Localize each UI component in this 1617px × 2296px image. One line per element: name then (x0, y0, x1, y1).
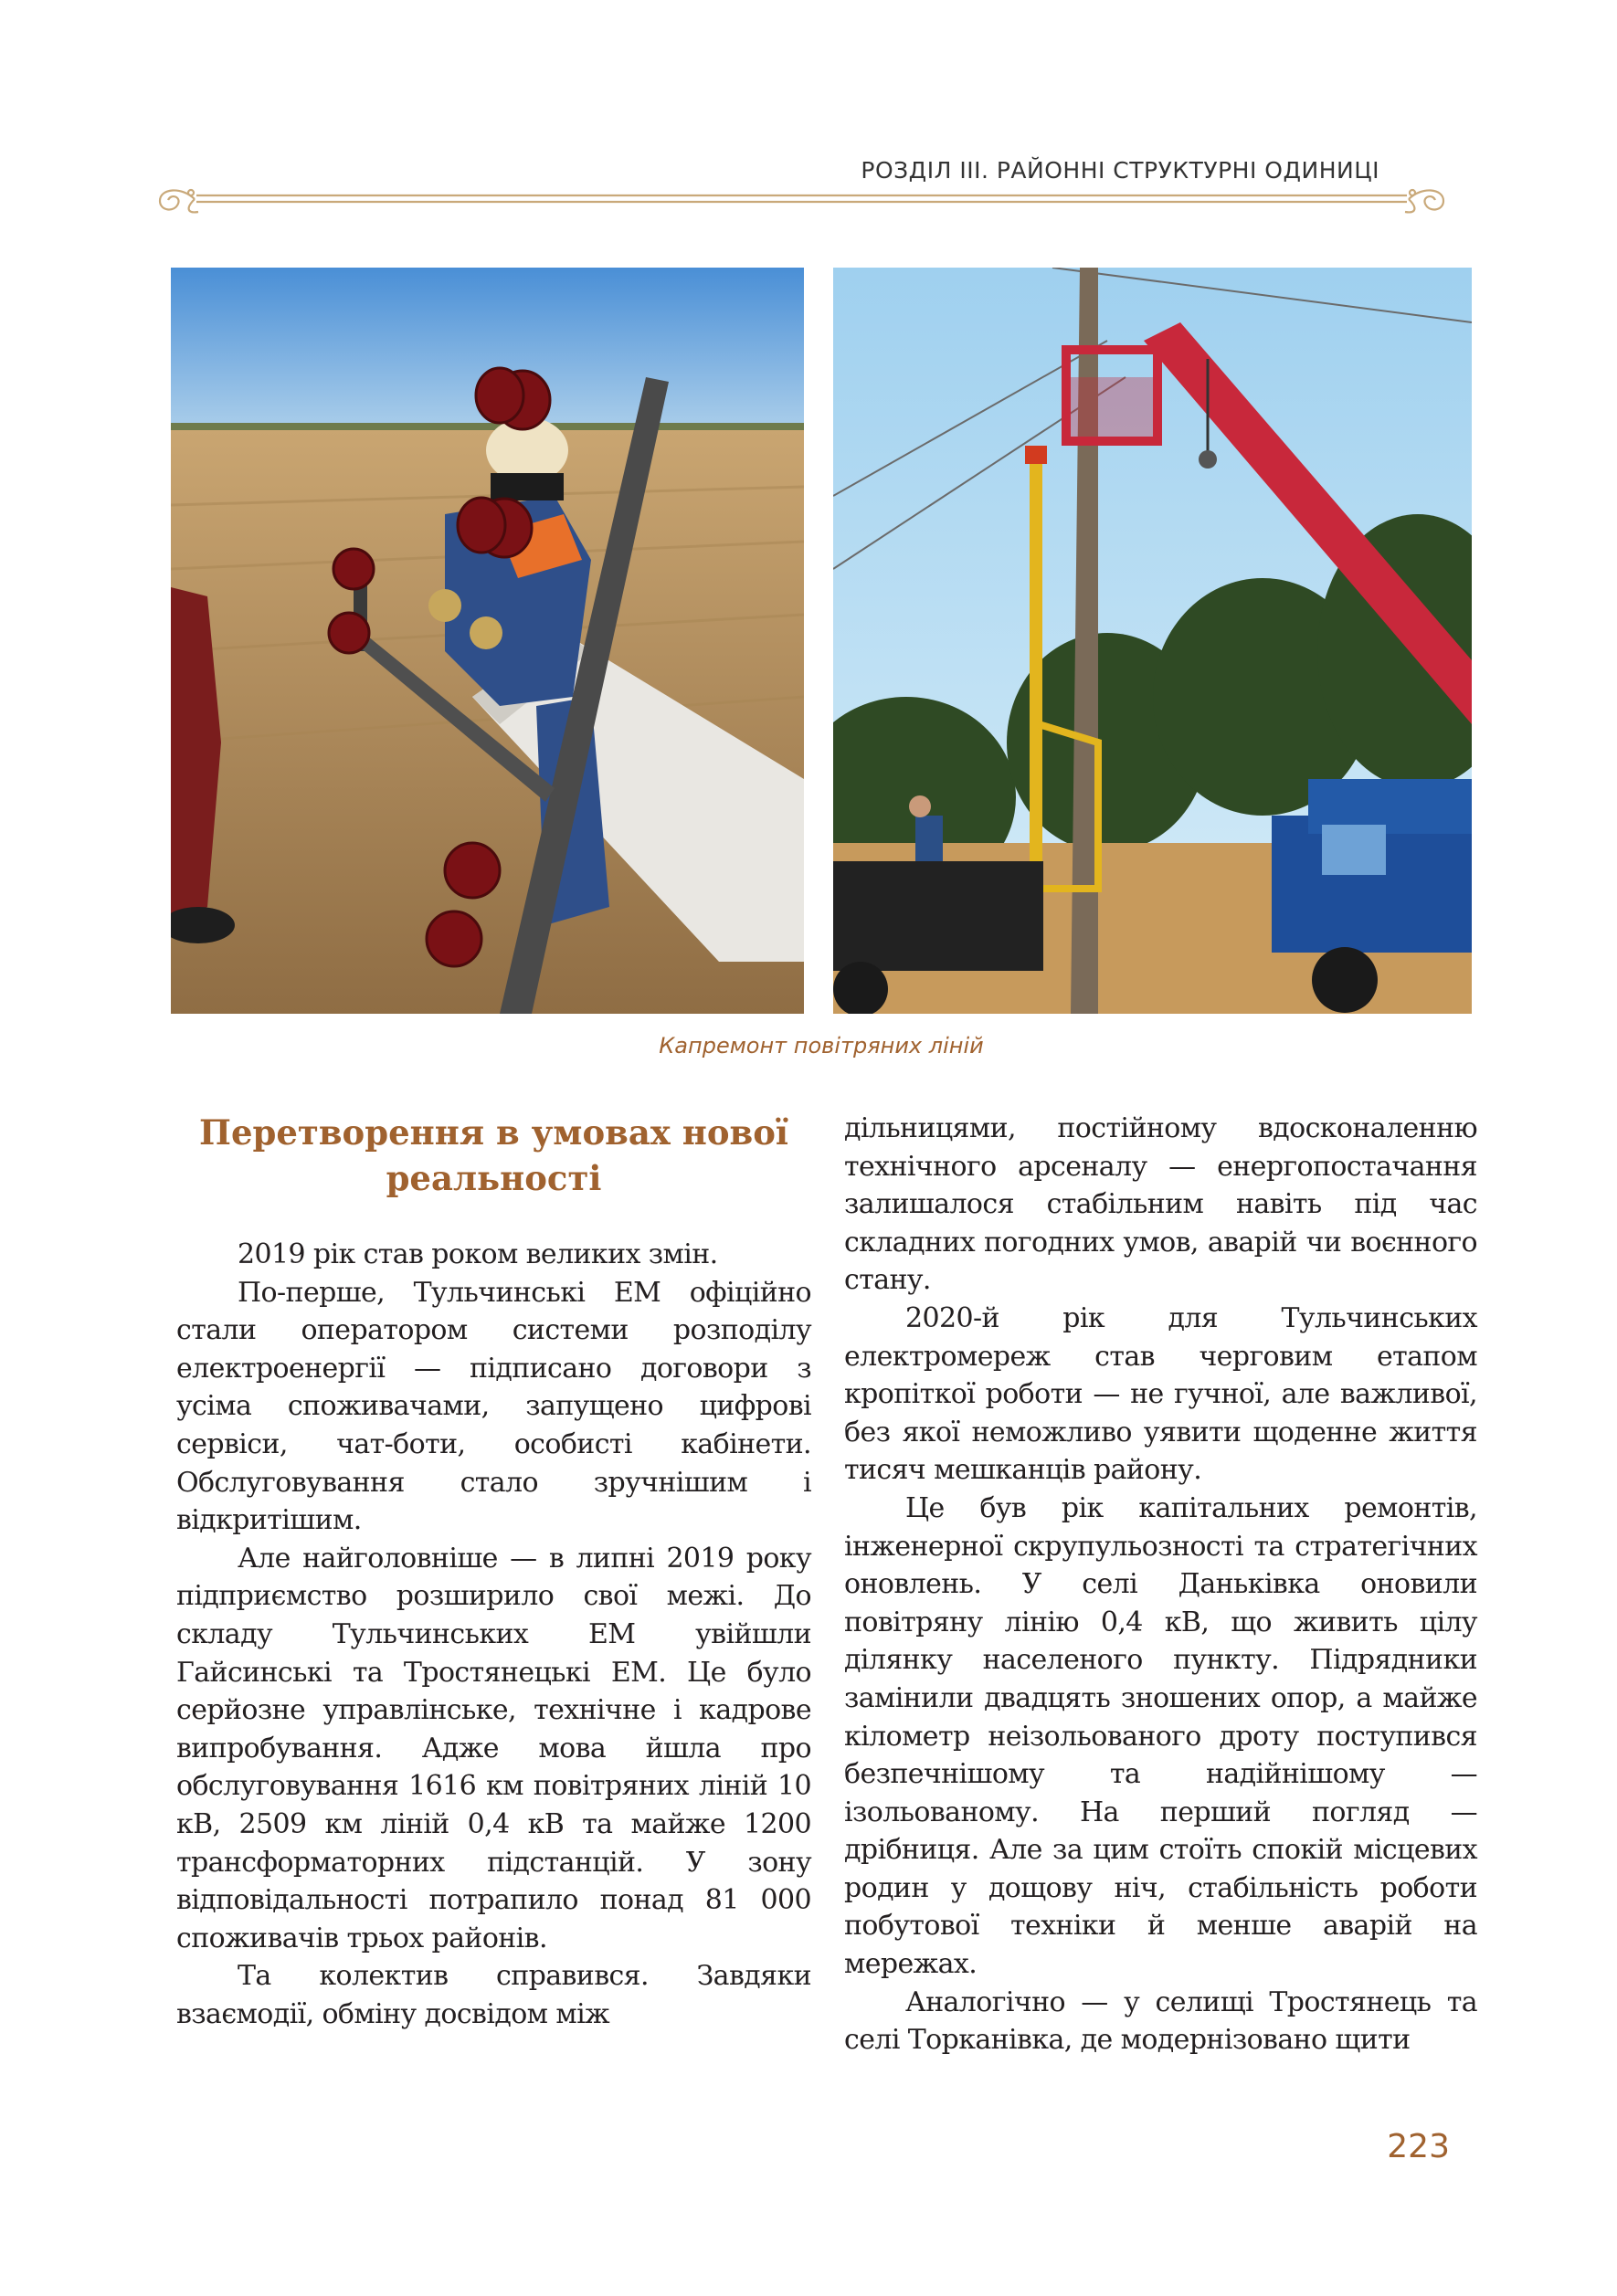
paragraph: Аналогічно — у селищі Тростянець та селі Торканівка, де модернізовано щити (844, 1985, 1477, 2057)
photo-bucket-truck (833, 268, 1472, 1014)
photo-caption: Капремонт повітряних ліній (659, 1033, 984, 1058)
paragraph: По-перше, Тульчинські ЕМ офіційно стали оператором системи розподілу електроенергії — підписано договори з усіма споживачами, запущено цифрові сервіси, чат-боти, особисті кабінети. Обслуговування стало зручнішим і відкритішим. (176, 1276, 811, 1537)
page-number: 223 (1387, 2128, 1450, 2165)
ornamental-rule (151, 181, 1453, 217)
paragraph: Це був рік капітальних ремонтів, інженерної скрупульозності та стратегічних оновлень. У селі Даньківка оновили повітряну лінію 0,4 кВ, що живить цілу ділянку населеного пункту. Підрядники замінили двадцять зношених опор, а майже кілометр неізольованого дроту поступився безпечнішому та надійнішому — ізольованому. На перший погляд — дрібниця. Але за цим стоїть спокій місцевих родин у дощову ніч, стабільність роботи побутової техніки й менше аварій на мережах. (844, 1491, 1477, 1981)
left-column (176, 1110, 811, 2033)
paragraph: 2020-й рік для Тульчинських електромереж став черговим етапом кропіткої роботи — не гучної, але важливої, без якої неможливо уявити щоденне життя тисяч мешканців району. (844, 1301, 1477, 1487)
paragraph: Та колектив справився. Завдяки взаємодії, обміну досвідом між (176, 1960, 811, 2030)
paragraph: 2019 рік став роком великих змін. (238, 1238, 718, 1270)
paragraph-continuation: дільницями, постійному вдосконаленню технічного арсеналу — енергопостачання залишалося стабільним навіть під час складних погодних умов, аварій чи воєнного стану. (844, 1112, 1477, 1297)
photo-pole-insulators (171, 268, 804, 1014)
right-column (844, 1110, 1477, 2059)
running-head: РОЗДІЛ III. РАЙОННІ СТРУКТУРНІ ОДИНИЦІ (861, 157, 1379, 184)
section-heading: Перетворення в умовах нової реальності (199, 1112, 788, 1198)
paragraph: Але найголовніше — в липні 2019 року підприємство розширило свої межі. До складу Тульчинських ЕМ увійшли Гайсинські та Тростянецькі ЕМ. Це було серйозне управлінське, технічне і кадрове випробування. Адже мова йшла про обслуговування 1616 км повітряних ліній 10 кВ, 2509 км ліній 0,4 кВ та майже 1200 трансформаторних підстанцій. У зону відповідальності потрапило понад 81 000 споживачів трьох районів. (176, 1542, 811, 1954)
